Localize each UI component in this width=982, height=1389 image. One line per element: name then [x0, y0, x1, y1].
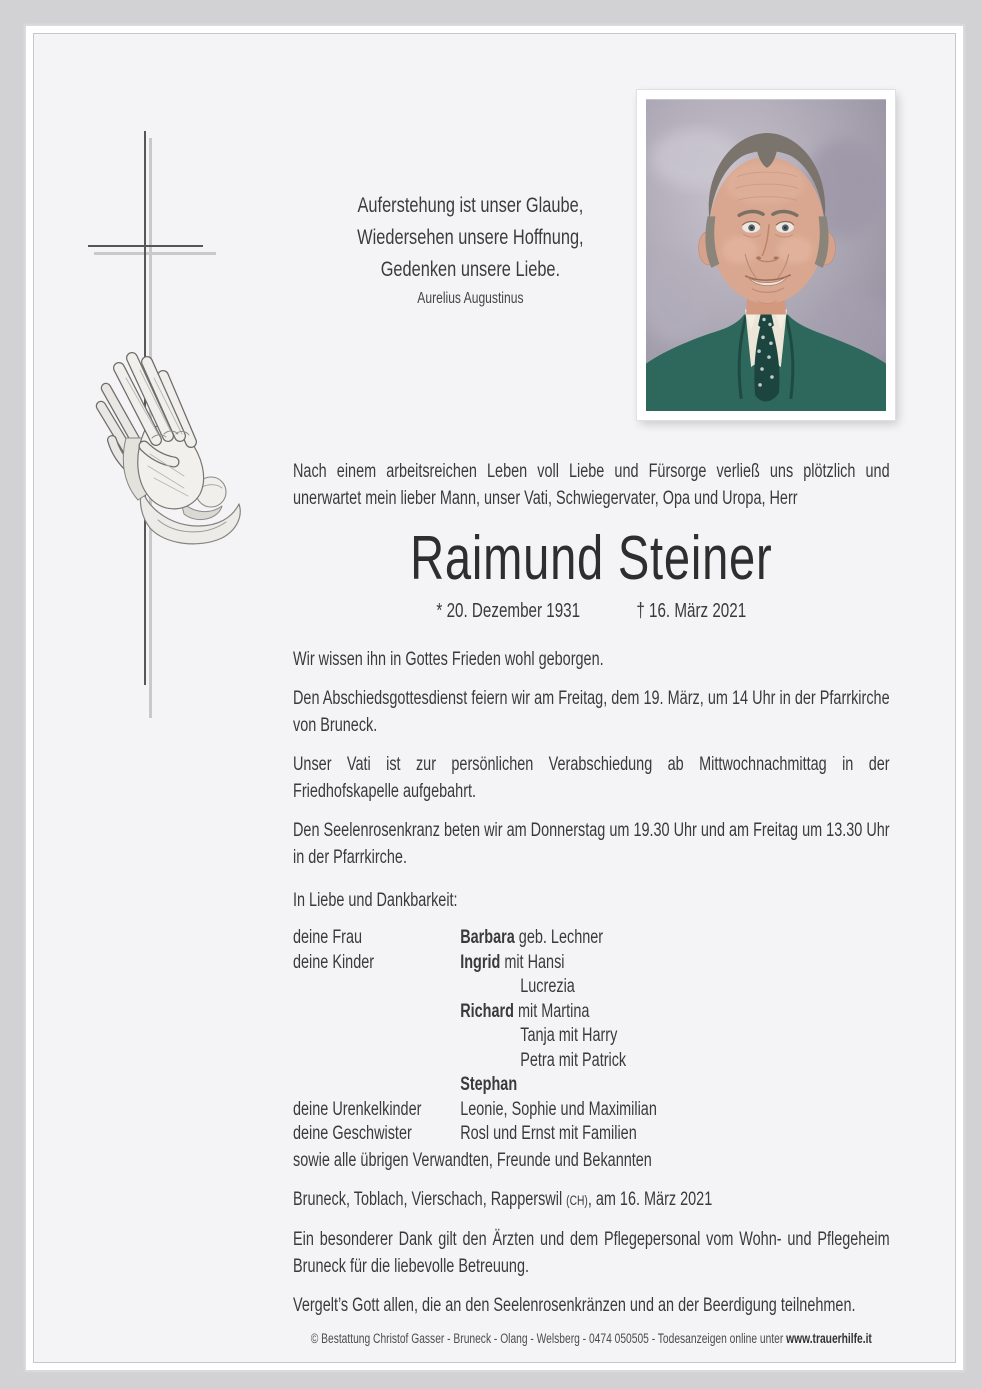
announcement-content: [293, 458, 890, 1331]
quote-line: Gedenken unsere Liebe.: [380, 258, 561, 281]
place-date-line: [293, 1186, 890, 1214]
family-row: [293, 1073, 890, 1098]
family-row: [293, 926, 890, 951]
cross-horizontal-shadow: [94, 252, 216, 255]
family-label: deine Kinder: [293, 951, 375, 973]
deceased-name: Raimund Steiner: [410, 524, 773, 593]
place-date-prefix: Bruneck, Toblach, Vierschach, Rapperswil: [293, 1188, 567, 1210]
announcement-paragraph: Unser Vati ist zur persönlichen Verabschiedung ab Mittwochnachmittag in der Friedhofskapelle aufgebahrt.: [293, 754, 890, 802]
family-text: Petra mit Patrick: [520, 1049, 627, 1071]
footer: [293, 1330, 890, 1348]
family-name-bold: Stephan: [460, 1074, 518, 1095]
quote-block: [291, 190, 650, 311]
family-row: [293, 1122, 890, 1147]
portrait-photo: [646, 99, 886, 411]
family-text: Rosl und Ernst mit Familien: [460, 1123, 637, 1144]
quote-line: Auferstehung ist unser Glaube,: [357, 194, 584, 217]
family-closing: sowie alle übrigen Verwandten, Freunde und Bekannten: [293, 1149, 652, 1171]
portrait-photo-frame: [637, 90, 895, 420]
quote-line: Wiedersehen unsere Hoffnung,: [357, 226, 584, 249]
footer-link[interactable]: www.trauerhilfe.it: [786, 1331, 872, 1346]
cross-horizontal-line: [88, 245, 203, 247]
family-row: [293, 975, 890, 1000]
family-row: [293, 1098, 890, 1123]
place-date-suffix: , am 16. März 2021: [587, 1188, 713, 1210]
family-text: mit Martina: [513, 1000, 590, 1022]
intro-text: Nach einem arbeitsreichen Leben voll Liebe und Fürsorge verließ uns plötzlich und unerwartet mein lieber Mann, unser Vati, Schwiegervater, Opa und Uropa, Herr: [293, 461, 890, 509]
family-text: Leonie, Sophie und Maximilian: [460, 1098, 657, 1120]
family-text: mit Hansi: [500, 951, 565, 973]
family-text: Lucrezia: [520, 976, 575, 997]
memorial-card: [33, 33, 956, 1363]
family-text: Tanja mit Harry: [520, 1025, 618, 1046]
birth-date: * 20. Dezember 1931: [436, 600, 581, 622]
announcement-paragraph: Den Abschiedsgottesdienst feiern wir am Freitag, dem 19. März, um 14 Uhr in der Pfarrkirche von Bruneck.: [293, 688, 890, 736]
family-label: deine Frau: [293, 927, 363, 948]
death-date: † 16. März 2021: [636, 600, 747, 622]
family-text: geb. Lechner: [514, 927, 604, 948]
family-name-bold: Ingrid: [460, 951, 501, 973]
family-label: deine Geschwister: [293, 1123, 412, 1144]
life-dates: [293, 598, 890, 624]
praying-hands-icon: [92, 342, 244, 550]
family-heading: In Liebe und Dankbarkeit:: [293, 890, 458, 911]
family-row: [293, 1049, 890, 1074]
quote-attribution: Aurelius Augustinus: [417, 290, 524, 307]
family-name-bold: Richard: [460, 1000, 514, 1022]
family-row: [293, 1024, 890, 1049]
announcement-paragraph: Wir wissen ihn in Gottes Frieden wohl geborgen.: [293, 649, 604, 670]
announcement-paragraph: Den Seelenrosenkranz beten wir am Donnerstag um 19.30 Uhr und am Freitag um 13.30 Uhr in der Pfarrkirche.: [293, 820, 890, 868]
family-row: [293, 1000, 890, 1025]
place-date-country: (CH): [566, 1192, 588, 1208]
footer-text: © Bestattung Christof Gasser - Bruneck - Olang - Welsberg - 0474 050505 - Todesanzeigen online unter: [310, 1331, 787, 1346]
condolence-paragraph: Vergelt’s Gott allen, die an den Seelenrosenkränzen und an der Beerdigung teilnehmen.: [293, 1294, 856, 1316]
family-row: [293, 951, 890, 976]
family-list: [293, 926, 890, 1147]
thanks-paragraph: Ein besonderer Dank gilt den Ärzten und dem Pflegepersonal vom Wohn- und Pflegeheim Bruneck für die liebevolle Betreuung.: [293, 1228, 890, 1277]
family-name-bold: Barbara: [460, 927, 515, 948]
family-label: deine Urenkelkinder: [293, 1098, 422, 1120]
